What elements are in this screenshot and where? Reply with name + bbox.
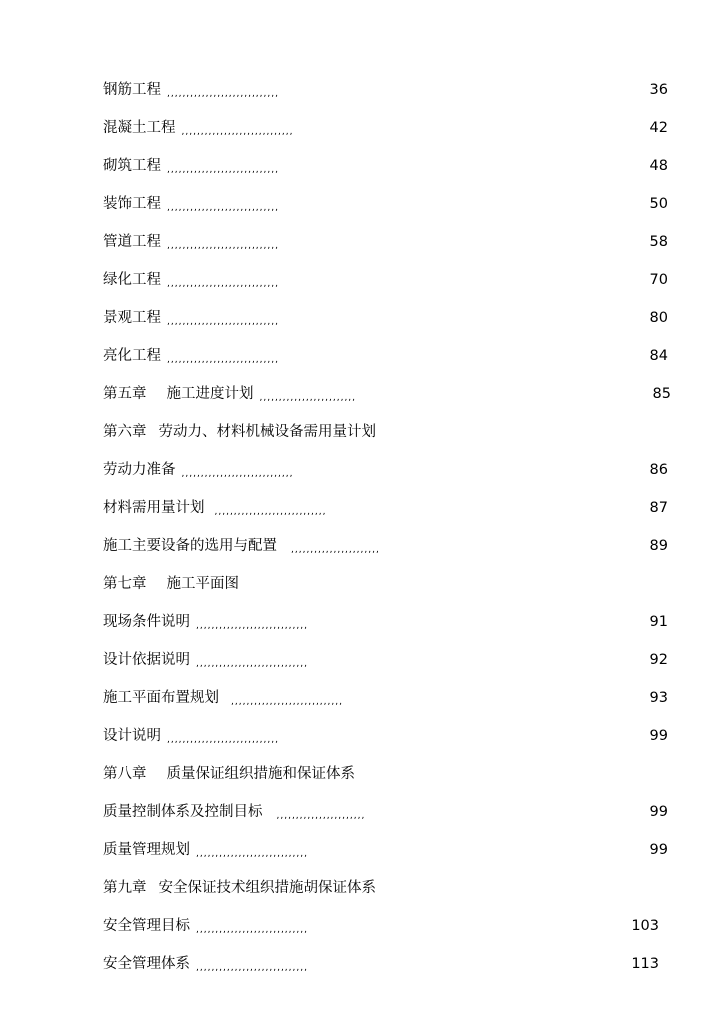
toc-dot-leader: ,,,,,,,,,,,,,,,,,,,,,,,,,,,,, bbox=[196, 849, 308, 859]
toc-page-number: 48 bbox=[649, 158, 668, 174]
toc-entry-title: 材料需用量计划 bbox=[103, 500, 205, 516]
toc-entry bbox=[103, 498, 668, 518]
toc-page-number: 42 bbox=[649, 120, 668, 136]
toc-dot-leader: ,,,,,,,,,,,,,,,,,,,,,,,,,,,,, bbox=[214, 507, 327, 517]
toc-entry bbox=[103, 118, 668, 138]
toc-entry-title: 安全管理体系 bbox=[103, 956, 190, 972]
toc-entry bbox=[103, 688, 668, 708]
toc-entry bbox=[103, 840, 668, 860]
chapter-title: 质量保证组织措施和保证体系 bbox=[166, 766, 355, 782]
toc-entry bbox=[103, 612, 668, 632]
toc-page-number: 50 bbox=[649, 196, 668, 212]
toc-dot-leader: ,,,,,,,,,,,,,,,,,,,,,,,,,,,,, bbox=[181, 469, 294, 479]
toc-page-number: 99 bbox=[649, 842, 668, 858]
toc-entry-title: 质量控制体系及控制目标 bbox=[103, 804, 263, 820]
toc-chapter-heading bbox=[103, 384, 671, 404]
toc-entry-title: 质量管理规划 bbox=[103, 842, 190, 858]
toc-entry bbox=[103, 650, 668, 670]
toc-chapter-heading bbox=[103, 878, 668, 898]
toc-entry-title: 装饰工程 bbox=[103, 196, 161, 212]
toc-page-number: 84 bbox=[649, 348, 668, 364]
chapter-number: 第八章 bbox=[103, 766, 147, 782]
toc-page-number: 85 bbox=[652, 386, 671, 402]
toc-page-number: 103 bbox=[631, 918, 659, 934]
toc-entry-title: 亮化工程 bbox=[103, 348, 161, 364]
toc-dot-leader: ,,,,,,,,,,,,,,,,,,,,,,,,,,,,, bbox=[167, 241, 279, 251]
toc-page-number: 58 bbox=[649, 234, 668, 250]
toc-dot-leader: ,,,,,,,,,,,,,,,,,,,,,,,,,,,,, bbox=[167, 279, 279, 289]
chapter-title: 施工进度计划 bbox=[166, 386, 254, 402]
chapter-number: 第七章 bbox=[103, 576, 147, 592]
toc-page-number: 36 bbox=[649, 82, 668, 98]
toc-entry bbox=[103, 916, 659, 936]
toc-entry-title: 设计依据说明 bbox=[103, 652, 190, 668]
chapter-number: 第六章 bbox=[103, 424, 147, 440]
toc-chapter-heading bbox=[103, 574, 668, 594]
chapter-number: 第九章 bbox=[103, 880, 147, 896]
toc-dot-leader: ,,,,,,,,,,,,,,,,,,,,,,,,,,,,, bbox=[181, 127, 294, 137]
toc-entry bbox=[103, 536, 668, 556]
toc-entry-title: 钢筋工程 bbox=[103, 82, 161, 98]
toc-dot-leader: ,,,,,,,,,,,,,,,,,,,,,,,,,,,,, bbox=[196, 659, 308, 669]
chapter-title: 施工平面图 bbox=[166, 576, 239, 592]
toc-page-number: 113 bbox=[631, 956, 659, 972]
toc-entry-title: 绿化工程 bbox=[103, 272, 161, 288]
toc-dot-leader: ,,,,,,,,,,,,,,,,,,,,,,,,,,,,, bbox=[167, 355, 279, 365]
chapter-title: 安全保证技术组织措施胡保证体系 bbox=[158, 880, 376, 896]
toc-page-number: 99 bbox=[649, 804, 668, 820]
toc-entry-title: 现场条件说明 bbox=[103, 614, 190, 630]
toc-entry-title: 施工主要设备的选用与配置 bbox=[103, 538, 277, 554]
toc-dot-leader: ,,,,,,,,,,,,,,,,,,,,,,,,,,,,, bbox=[196, 963, 308, 973]
chapter-number: 第五章 bbox=[103, 386, 147, 402]
toc-page-number: 89 bbox=[649, 538, 668, 554]
toc-page-number: 99 bbox=[649, 728, 668, 744]
toc-dot-leader: ,,,,,,,,,,,,,,,,,,,,,,,,,,,,, bbox=[231, 697, 343, 707]
toc-entry bbox=[103, 308, 668, 328]
toc-entry bbox=[103, 232, 668, 252]
toc-dot-leader: ,,,,,,,,,,,,,,,,,,,,,,,,, bbox=[259, 393, 357, 403]
toc-entry-title: 劳动力准备 bbox=[103, 462, 176, 478]
toc-chapter-heading bbox=[103, 422, 668, 442]
toc-page-number: 93 bbox=[649, 690, 668, 706]
toc-entry-title: 砌筑工程 bbox=[103, 158, 161, 174]
toc-entry bbox=[103, 194, 668, 214]
toc-entry bbox=[103, 726, 668, 746]
toc-entry-title: 安全管理目标 bbox=[103, 918, 190, 934]
toc-entry-title: 混凝土工程 bbox=[103, 120, 176, 136]
toc-entry-title: 设计说明 bbox=[103, 728, 161, 744]
toc-dot-leader: ,,,,,,,,,,,,,,,,,,,,,,,,,,,,, bbox=[167, 165, 279, 175]
toc-dot-leader: ,,,,,,,,,,,,,,,,,,,,,,,,,,,,, bbox=[196, 621, 308, 631]
toc-entry bbox=[103, 954, 659, 974]
toc-chapter-heading bbox=[103, 764, 668, 784]
toc-dot-leader: ,,,,,,,,,,,,,,,,,,,,,,,,,,,,, bbox=[167, 89, 279, 99]
toc-dot-leader: ,,,,,,,,,,,,,,,,,,,,,,,,,,,,, bbox=[167, 317, 279, 327]
toc-entry bbox=[103, 80, 668, 100]
toc-entry bbox=[103, 270, 668, 290]
toc-page-number: 86 bbox=[649, 462, 668, 478]
toc-page-number: 92 bbox=[649, 652, 668, 668]
toc-page-number: 80 bbox=[649, 310, 668, 326]
toc-entry-title: 景观工程 bbox=[103, 310, 161, 326]
toc-dot-leader: ,,,,,,,,,,,,,,,,,,,,,,,,,,,,, bbox=[167, 735, 279, 745]
toc-page-number: 91 bbox=[649, 614, 668, 630]
toc-entry bbox=[103, 460, 668, 480]
toc-page-number: 70 bbox=[649, 272, 668, 288]
chapter-title: 劳动力、材料机械设备需用量计划 bbox=[158, 424, 376, 440]
toc-dot-leader: ,,,,,,,,,,,,,,,,,,,,,,, bbox=[291, 545, 380, 555]
toc-entry-title: 管道工程 bbox=[103, 234, 161, 250]
toc-entry bbox=[103, 346, 668, 366]
toc-entry-title: 施工平面布置规划 bbox=[103, 690, 219, 706]
toc-dot-leader: ,,,,,,,,,,,,,,,,,,,,,,,,,,,,, bbox=[167, 203, 279, 213]
toc-dot-leader: ,,,,,,,,,,,,,,,,,,,,,,, bbox=[276, 811, 366, 821]
toc-page-number: 87 bbox=[649, 500, 668, 516]
toc-dot-leader: ,,,,,,,,,,,,,,,,,,,,,,,,,,,,, bbox=[196, 925, 308, 935]
toc-entry bbox=[103, 802, 668, 822]
toc-entry bbox=[103, 156, 668, 176]
